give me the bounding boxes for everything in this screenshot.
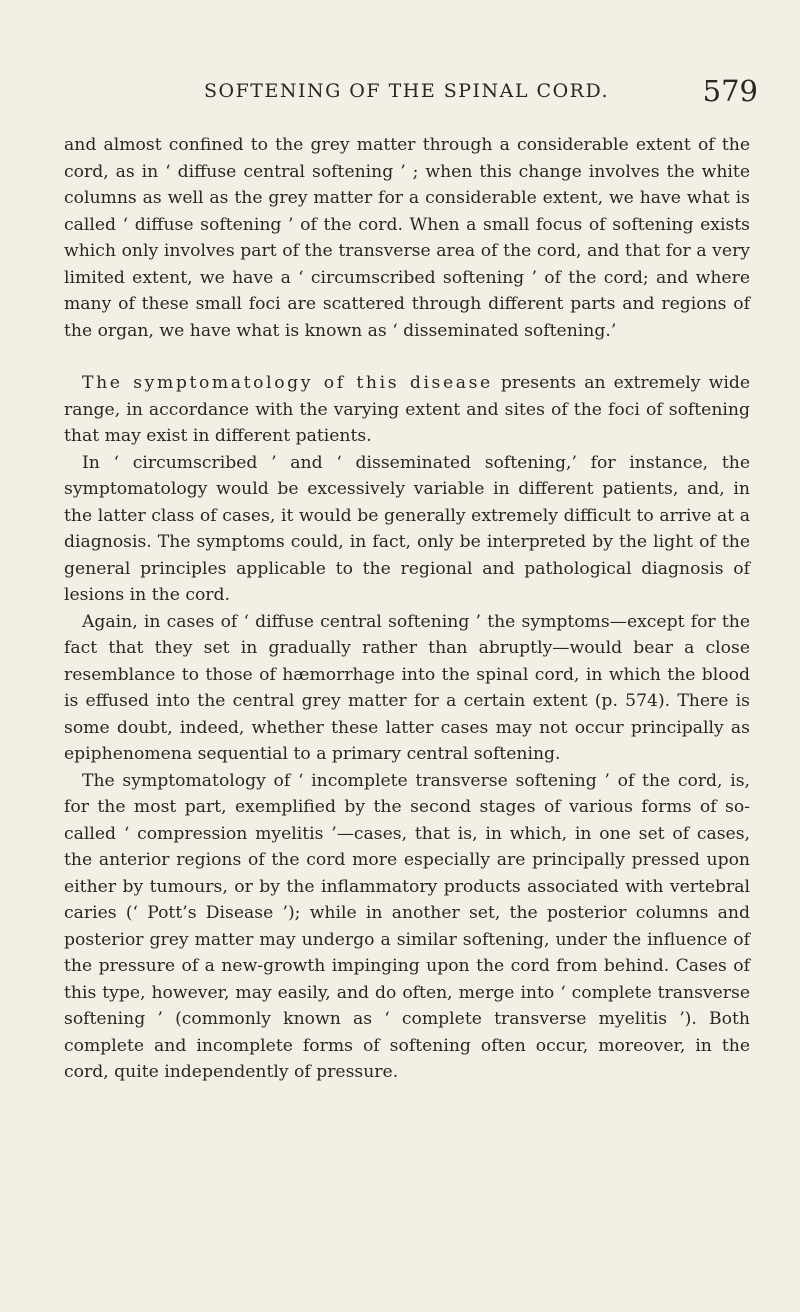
paragraph: In ‘ circumscribed ’ and ‘ disseminated softening,’ for instance, the symptomatology would be excessively variable in different patients, and, in the latter class of cases, it would be generally extremely difficult to arrive at a diagnosis. The symptoms could, in fact, only be interpreted by the light of the general principles applicable to the regional and pathological diagnosis of lesions in the cord. xyxy=(64,452,750,605)
paragraph: Again, in cases of ‘ diffuse central softening ’ the symptoms—except for the fact that they set in gradually rather than abruptly—would bear a close resemblance to those of hæmorrhage into the spinal cord, in which the blood is effused into the central grey matter for a certain extent (p. 574). There is some doubt, indeed, whether these latter cases may not occur principally as epiphenomena sequential to a primary central softening. xyxy=(64,611,750,764)
paragraph xyxy=(64,370,750,450)
spaced-emphasis: The symptomatology of this disease xyxy=(82,373,493,393)
paragraph: and almost confined to the grey matter through a considerable extent of the cord, as in ‘ diffuse central softening ’ ; when this change involves the white columns as well as the grey matter for a considerable extent, we have what is called ‘ diffuse softening ’ of the cord. When a small focus of softening exists which only involves part of the transverse area of the cord, and that for a very limited extent, we have a ‘ circumscribed softening ’ of the cord; and where many of these small foci are scattered through different parts and regions of the organ, we have what is known as ‘ disseminated softening.’ xyxy=(64,135,750,341)
running-title: SOFTENING OF THE SPINAL CORD. xyxy=(204,80,610,102)
paragraph: The symptomatology of ‘ incomplete transverse softening ’ of the cord, is, for the most part, exemplified by the second stages of various forms of so-called ‘ compression myelitis ’—cases, that is, in which, in one set of cases, the anterior regions of the cord more especially are principally pressed upon either by tumours, or by the inflammatory products associated with vertebral caries (‘ Pott’s Disease ’); while in another set, the posterior columns and posterior grey matter may undergo a similar softening, under the influence of the pressure of a new-growth impinging upon the cord from behind. Cases of this type, however, may easily, and do often, merge into ‘ complete transverse softening ’ (commonly known as ‘ complete transverse myelitis ’). Both complete and incomplete forms of softening often occur, moreover, in the cord, quite independently of pressure. xyxy=(64,770,750,1082)
paragraph-text: presents an extremely wide range, in accordance with the varying extent and sites of the foci of softening that may exist in different patients. xyxy=(64,373,750,446)
body-text xyxy=(64,132,750,1086)
page-header xyxy=(64,74,758,114)
page-number: 579 xyxy=(702,74,758,108)
